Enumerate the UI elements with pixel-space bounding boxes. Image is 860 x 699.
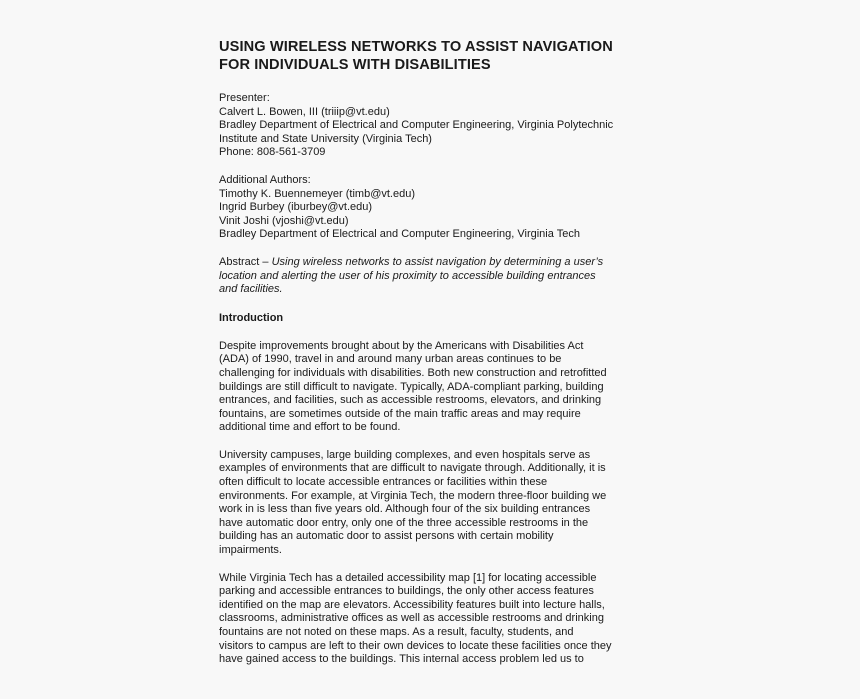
abstract-block: [219, 256, 644, 297]
paragraph-line: visitors to campus are left to their own devices to locate these facilities once they: [219, 639, 612, 652]
paragraph-line: have gained access to the buildings. This internal access problem led us to: [219, 653, 584, 666]
paragraph-line: While Virginia Tech has a detailed accessibility map [1] for locating accessible: [219, 571, 597, 584]
paragraph-line: (ADA) of 1990, travel in and around many urban areas continues to be: [219, 353, 562, 366]
paragraph-line: Despite improvements brought about by the Americans with Disabilities Act: [219, 339, 584, 352]
paragraph-line: impairments.: [219, 544, 282, 557]
presenter-dept-line-2: Institute and State University (Virginia Tech): [219, 132, 432, 145]
paragraph-line: challenging for individuals with disabilities. Both new construction and retrofitted: [219, 366, 607, 379]
introduction-heading: Introduction: [219, 311, 284, 324]
abstract-lead: Abstract –: [219, 255, 272, 268]
paragraph-line: fountains are not noted on these maps. As a result, faculty, students, and: [219, 626, 574, 638]
author-line: Timothy K. Buennemeyer (timb@vt.edu): [219, 187, 415, 200]
author-line: Ingrid Burbey (iburbey@vt.edu): [219, 201, 373, 214]
presenter-block: [219, 92, 644, 160]
intro-paragraph-1: [219, 340, 644, 435]
title-line-2: FOR INDIVIDUALS WITH DISABILITIES: [219, 57, 491, 73]
paragraph-line: building has an automatic door to assist persons with certain mobility: [219, 530, 554, 543]
paragraph-line: often difficult to locate accessible entrances or facilities within these: [219, 476, 548, 489]
paragraph-line: parking and accessible entrances to buildings, the only other access features: [219, 585, 594, 598]
title-line-1: USING WIRELESS NETWORKS TO ASSIST NAVIGATION: [219, 39, 613, 55]
abstract-line-2: location and alerting the user of his proximity to accessible building entrances: [219, 269, 596, 282]
authors-label: Additional Authors:: [219, 173, 311, 186]
paragraph-line: environments. For example, at Virginia Tech, the modern three-floor building we: [219, 489, 607, 502]
intro-paragraph-2: [219, 449, 644, 558]
paragraph-line: University campuses, large building complexes, and even hospitals serve as: [219, 448, 591, 461]
paragraph-line: additional time and effort to be found.: [219, 421, 401, 434]
intro-paragraph-3: [219, 572, 644, 667]
author-line: Vinit Joshi (vjoshi@vt.edu): [219, 214, 349, 227]
paragraph-line: classrooms, administrative offices as well as accessible restrooms and drinking: [219, 612, 604, 625]
paragraph-line: have automatic door entry, only one of the three accessible restrooms in the: [219, 516, 589, 529]
document-page: [219, 38, 644, 667]
abstract-line-1: Using wireless networks to assist navigation by determining a user’s: [271, 255, 604, 268]
presenter-dept-line-1: Bradley Department of Electrical and Computer Engineering, Virginia Polytechnic: [219, 119, 614, 132]
paragraph-line: identified on the map are elevators. Accessibility features built into lecture halls,: [219, 598, 605, 611]
paragraph-line: buildings are still difficult to navigate. Typically, ADA-compliant parking, building: [219, 380, 604, 393]
presenter-name: Calvert L. Bowen, III (triiip@vt.edu): [219, 105, 390, 118]
paragraph-line: fountains, are sometimes outside of the main traffic areas and may require: [219, 407, 581, 420]
authors-block: [219, 174, 644, 242]
paragraph-line: work in is less than five years old. Although four of the six building entrances: [219, 503, 591, 516]
presenter-label: Presenter:: [219, 92, 270, 104]
abstract-line-3: and facilities.: [219, 283, 283, 296]
paragraph-line: examples of environments that are difficult to navigate through. Additionally, it is: [219, 462, 606, 475]
paragraph-line: entrances, and facilities, such as accessible restrooms, elevators, and drinking: [219, 394, 602, 407]
presenter-phone: Phone: 808-561-3709: [219, 146, 326, 159]
author-line: Bradley Department of Electrical and Computer Engineering, Virginia Tech: [219, 228, 580, 241]
paper-title: [219, 38, 644, 74]
